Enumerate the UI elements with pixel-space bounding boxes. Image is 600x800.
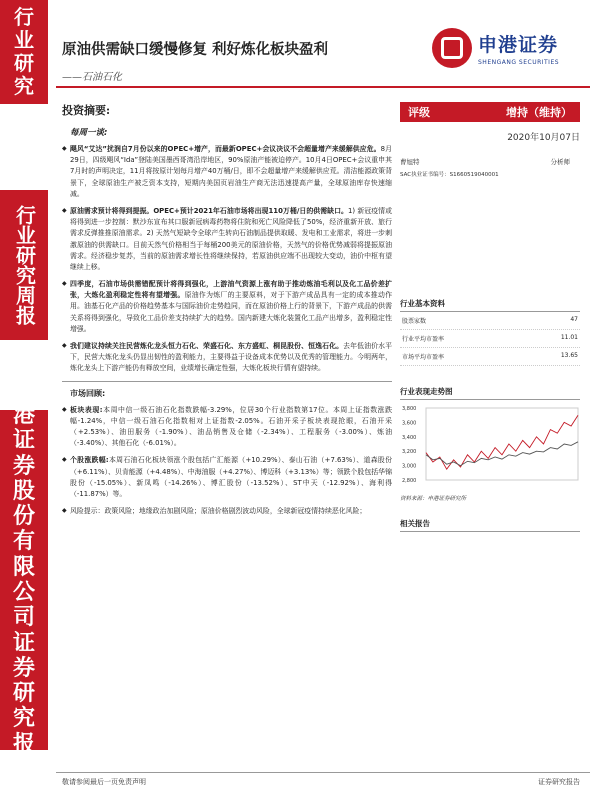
page-subtitle: ——石油石化	[62, 72, 122, 83]
paragraph	[62, 144, 392, 200]
logo-name-cn: 申港证券	[478, 34, 559, 56]
paragraph	[62, 206, 392, 273]
sidebar-text: 行业研究	[12, 205, 37, 285]
paragraph	[62, 405, 392, 450]
market-title: 市场回顾:	[70, 388, 106, 398]
sidebar-char: 有	[12, 528, 35, 555]
paragraph-text: 8月29日，四级飓风“Ida”登陆美国墨西哥湾沿岸地区，90%原油产能被迫停产。10月4日OPEC+会议重申其7月时的声明决定，11月将按原计划每月增产40万桶/日，即不会超量增产来缓解供应荒。清洁能源政策背景下，全球原油生产被乏资本支持，短期内美国页岩油生产商无法迅速提高产量，全球原油库存快速缩减。	[70, 145, 392, 198]
sidebar-char: 行	[14, 5, 34, 29]
sidebar-char: 究	[12, 705, 35, 732]
sidebar-char: 业	[14, 28, 34, 52]
logo-icon	[432, 28, 472, 68]
stat-label: 股票家数	[402, 318, 427, 325]
paragraph	[62, 341, 392, 375]
sidebar-char: 股	[12, 477, 35, 504]
sidebar-char: 究	[14, 74, 34, 98]
stat-row	[400, 312, 580, 330]
weekly-title: 每周一谈:	[70, 128, 108, 138]
basic-info-title: 行业基本资料	[400, 298, 580, 312]
report-date: 2020年10月07日	[507, 133, 580, 143]
paragraph-lead: 个股涨跌幅:	[70, 456, 109, 465]
sidebar-char: 公	[12, 579, 35, 605]
analyst-row	[400, 157, 580, 166]
paragraph-text: 1) 新冠疫情或将得到进一步控制：默沙东宣布其口服新冠病毒药物将住院和死亡风险降低了50%，经济重新开放、旅行需求反弹推推原油需求。2) 天然气短缺令全球产生转向石油制品提供取暖、发电和工业需求，将进一步刺激原油的供需缺口。目前天然气价格相当于每桶200美元的原油价格，天然气的价格优势减弱将提振原油需求。经济稳步复苏，当前的原油需求增长性将继续保持，若原油供应端不出现较大变动，油价中枢有望继续上移。	[70, 206, 392, 271]
paragraph-lead: 四季度，石油市场供需错配预计将得到强化，上游油气资源上涨有助于推动炼油毛利以及化工品价差扩张，大炼化盈利稳定性将有望增强。	[70, 280, 392, 300]
logo-name-en: SHENGANG SECURITIES	[478, 59, 560, 66]
stat-label: 市场平均市盈率	[402, 354, 445, 361]
analyst-role: 分析师	[550, 158, 570, 166]
analyst-cert: SAC执业证书编号：S1660519040001	[400, 172, 499, 178]
rating-value: 增持（维持）	[506, 106, 572, 119]
main-content	[62, 102, 392, 523]
chart-title: 行业表现走势图	[400, 386, 580, 400]
paragraph-lead: 板块表现:	[70, 405, 103, 414]
sidebar-char: 告	[12, 756, 35, 783]
sidebar-block-industry-research	[0, 0, 48, 104]
sidebar	[0, 0, 48, 800]
right-panel	[400, 102, 580, 532]
y-tick-label: 3,000	[402, 463, 417, 470]
sidebar-char: 研	[12, 680, 35, 707]
series-line-0	[426, 415, 578, 469]
paragraph-lead: 我们建议持续关注民营炼化龙头恒力石化、荣盛石化、东方盛虹、桐昆股份、恒逸石化。	[70, 342, 344, 350]
sidebar-char: 证	[12, 629, 35, 656]
paragraph-lead: 飓风“艾达”扰润自7月份以来的OPEC+增产，而最新OPEC+会议决议不会超量增产来缓解供应危。	[70, 145, 381, 153]
paragraph-text: 去年低油价水平下，民营大炼化龙头仍显出韧性的盈利能力，主要得益于设备成本优势以及优秀的管理能力。今明两年，炼化龙头上下游产能仍有释放空间，业绩增长确定性强，大炼化板块行情有望持续。	[70, 342, 392, 373]
y-tick-label: 3,600	[402, 420, 417, 427]
sidebar-char: 司	[12, 604, 35, 631]
stat-value: 11.01	[560, 334, 578, 341]
paragraph-text: 原油作为炼厂的主要原料，对于下游产成品具有一定的成本推动作用。油基石化产品的价格趋势基本与国际油价走势趋同，而在原油价格上行的背景下，下游产成品的供需关系将得到强化，导致化工品价差支持续扩大的趋势。国内新建大炼化装置化工品产出增多，盈利稳定性增强。	[70, 291, 393, 333]
stat-row	[400, 330, 580, 348]
stat-value: 13.65	[560, 352, 578, 359]
analyst-name: 曹旭特	[400, 158, 420, 166]
sidebar-char: 港	[12, 401, 35, 428]
sidebar-char: 限	[12, 553, 35, 580]
stat-label: 行业平均市盈率	[402, 336, 445, 343]
header-divider	[56, 86, 590, 88]
rating-bar	[400, 102, 580, 122]
chart-frame	[426, 408, 578, 480]
footer-label: 证券研究报告	[538, 778, 580, 786]
performance-chart	[400, 404, 580, 488]
sidebar-block-weekly	[0, 190, 48, 340]
section-title: 投资摘要:	[62, 104, 111, 117]
company-logo	[432, 28, 559, 68]
y-tick-label: 2,800	[402, 478, 417, 484]
sidebar-char: 研	[14, 51, 34, 75]
sidebar-block-company	[0, 376, 48, 783]
footer-divider	[56, 772, 590, 773]
series-line-1	[426, 442, 578, 466]
sidebar-char: 证	[12, 427, 35, 454]
rating-label: 评级	[408, 106, 430, 119]
sidebar-char: 券	[12, 654, 35, 681]
paragraph-text: 本周中信一级石油石化指数跌幅-3.29%，位居30个行业指数第17位。本周上证指数涨跌幅-1.24%，中信一级石油石化指数相对上证指数-2.05%。石油开采子板块表现抢眼，石油开采（+2.53%）、油田服务（-1.90%）、油品销售及仓储（-2.34%）、工程服务（-3.00%）、炼油（-3.40%）、其他石化（-6.01%）。	[70, 405, 392, 448]
sidebar-char: 报	[12, 730, 35, 757]
sidebar-char: 申	[12, 376, 35, 403]
stat-row	[400, 348, 580, 366]
stat-value: 47	[570, 316, 578, 323]
paragraph-lead: 原油需求预计将得到提振。OPEC+预计2021年石油市场将出现110万桶/日的供需缺口。	[70, 206, 349, 215]
chart-source: 资料来源：申港证券研究所	[400, 496, 467, 502]
related-reports-title: 相关报告	[400, 518, 580, 532]
paragraph	[62, 279, 392, 335]
sidebar-char: 券	[12, 452, 35, 479]
page-title: 原油供需缺口缓慢修复 利好炼化板块盈利	[62, 41, 329, 58]
y-tick-label: 3,400	[402, 434, 417, 441]
sidebar-text: 周报	[12, 285, 37, 325]
y-tick-label: 3,800	[402, 406, 417, 412]
divider	[62, 381, 392, 382]
paragraph	[62, 506, 392, 517]
paragraph-text: 本周石油石化板块领涨个股包括广汇能源（+10.29%）、泰山石油（+7.63%）、道森股份（+6.11%）、贝肯能源（+4.48%）、中海油服（+4.27%）、博迈科（+3.13%）等；领跌个股包括华锦股份（-15.05%）、新凤鸣（-14.26%）、博汇股份（-13.52%）、ST中天（-12.92%）、海利得（-11.87%）等。	[70, 456, 392, 498]
footer-disclaimer: 敬请参阅最后一页免责声明	[62, 778, 146, 786]
paragraph	[62, 455, 392, 500]
y-tick-label: 3,200	[402, 449, 417, 456]
paragraph-text: 风险提示：政策风险；地缘政治加剧风险；原油价格剧烈波动风险，全球新冠疫情持续恶化风险；	[70, 507, 367, 516]
sidebar-char: 份	[12, 503, 35, 530]
